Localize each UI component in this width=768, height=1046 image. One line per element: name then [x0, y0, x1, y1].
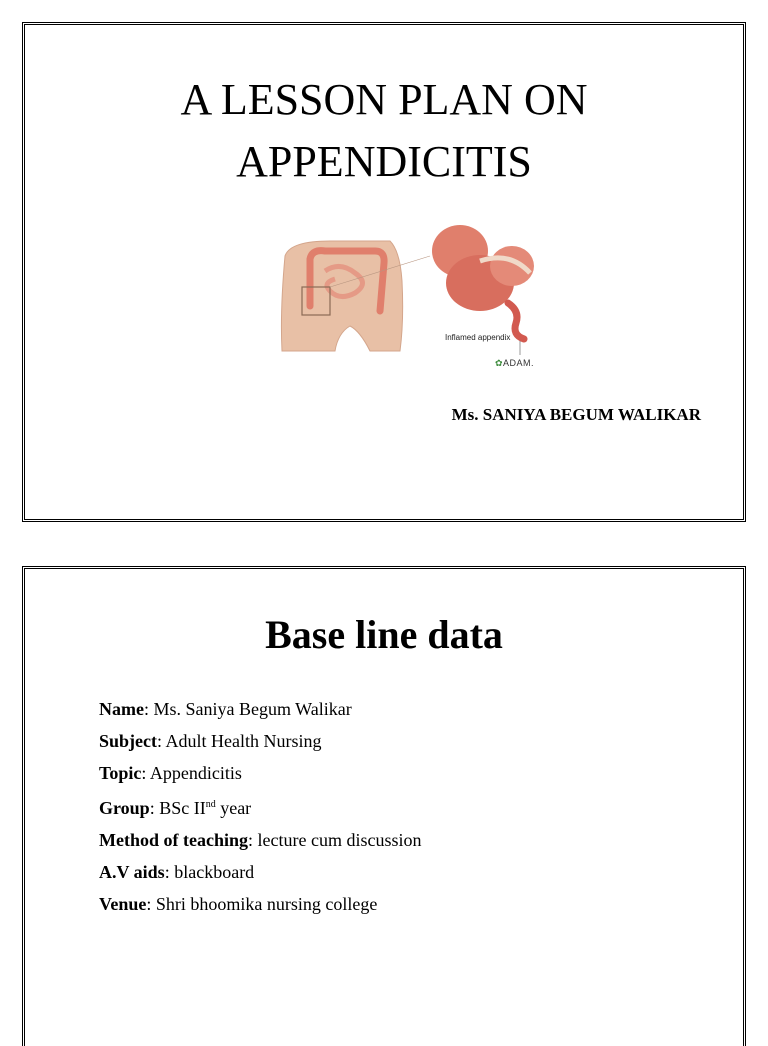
row-key: Group	[99, 798, 150, 818]
cover-title	[25, 69, 743, 193]
list-item: Name: Ms. Saniya Begum Walikar	[99, 699, 352, 719]
list-item: Subject: Adult Health Nursing	[99, 731, 322, 751]
author-name: Ms. SANIYA BEGUM WALIKAR	[451, 405, 701, 424]
row-value: Ms. Saniya Begum Walikar	[153, 699, 352, 719]
row-value: Appendicitis	[149, 763, 242, 783]
row-key: Topic	[99, 763, 142, 783]
figure-caption: Inflamed appendix	[445, 333, 511, 342]
inflamed-appendix-shape	[508, 303, 524, 339]
list-item: Method of teaching: lecture cum discussion	[99, 830, 422, 850]
row-key: A.V aids	[99, 862, 165, 882]
row-key: Subject	[99, 731, 157, 751]
row-key: Name	[99, 699, 144, 719]
row-value: Shri bhoomika nursing college	[155, 894, 378, 914]
baseline-heading: Base line data	[265, 612, 503, 657]
row-value: blackboard	[174, 862, 255, 882]
list-item: A.V aids: blackboard	[99, 862, 255, 882]
row-key: Venue	[99, 894, 147, 914]
row-key: Method of teaching	[99, 830, 248, 850]
figure-brand	[495, 358, 534, 369]
cover-page	[22, 22, 746, 522]
baseline-list	[99, 693, 421, 920]
row-value-pre: BSc II	[159, 798, 206, 818]
list-item: Venue: Shri bhoomika nursing college	[99, 894, 378, 914]
baseline-page	[22, 566, 746, 1046]
row-value-post: year	[215, 798, 252, 818]
cover-title-line1: A LESSON PLAN ON	[180, 75, 588, 124]
list-item: Topic: Appendicitis	[99, 763, 242, 783]
figure-brand-text: ADAM.	[503, 358, 535, 368]
leaf-icon: ✿	[495, 358, 504, 368]
row-value: lecture cum discussion	[257, 830, 422, 850]
cover-title-line2: APPENDICITIS	[236, 137, 532, 186]
list-item: Group: BSc IInd year	[99, 798, 252, 818]
row-value-sup: nd	[205, 799, 216, 810]
magnified-intestine-3	[490, 246, 534, 286]
row-value: Adult Health Nursing	[165, 731, 322, 751]
